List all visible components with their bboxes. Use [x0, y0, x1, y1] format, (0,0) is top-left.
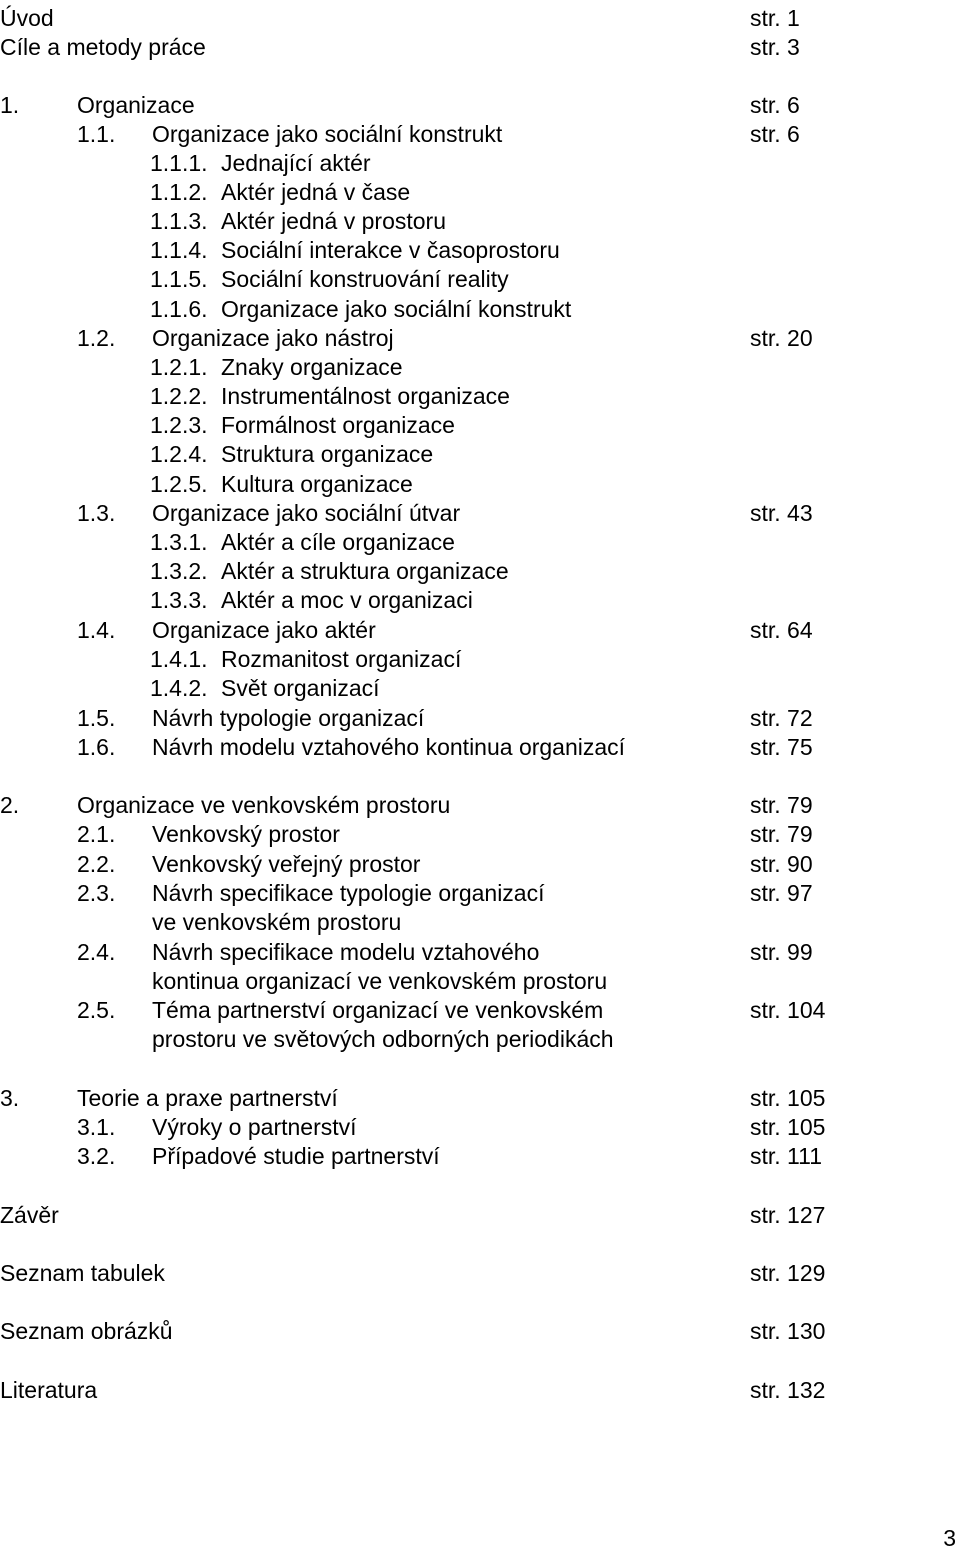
toc-entry-title: Formálnost organizace: [221, 412, 455, 438]
toc-entry-number: 1.3.1.: [150, 529, 208, 555]
toc-entry: [0, 440, 960, 469]
toc-entry: [0, 4, 960, 33]
toc-entry-title: Organizace: [77, 92, 195, 118]
toc-entry: [0, 528, 960, 557]
toc-entry-number: 1.3.2.: [150, 558, 208, 584]
toc-entry-title: kontinua organizací ve venkovském prostoru: [152, 968, 608, 994]
toc-entry-number: 1.2.4.: [150, 441, 208, 467]
toc-entry-number: 1.6.: [77, 734, 116, 760]
toc-entry-page: str. 75: [750, 734, 813, 760]
toc-entry-number: 2.5.: [77, 997, 116, 1023]
toc-entry: [0, 1113, 960, 1142]
toc-entry-number: 1.5.: [77, 705, 116, 731]
toc-entry-title: Jednající aktér: [221, 150, 371, 176]
toc-entry: [0, 1376, 960, 1405]
toc-entry: [0, 207, 960, 236]
toc-entry: [0, 733, 960, 762]
toc-entry: [0, 120, 960, 149]
toc-entry: [0, 674, 960, 703]
toc-entry-title: Organizace jako nástroj: [152, 325, 394, 351]
toc-entry-number: 1.1.1.: [150, 150, 208, 176]
toc-entry-number: 1.3.3.: [150, 587, 208, 613]
toc-entry: [0, 879, 960, 908]
toc-entry-number: 1.1.2.: [150, 179, 208, 205]
toc-entry-title: Téma partnerství organizací ve venkovském: [152, 997, 604, 1023]
toc-entry-page: str. 104: [750, 997, 826, 1023]
toc-entry-number: 3.1.: [77, 1114, 116, 1140]
toc-entry-title: Případové studie partnerství: [152, 1143, 440, 1169]
toc-entry-page: str. 90: [750, 851, 813, 877]
toc-entry: [0, 908, 960, 937]
toc-entry: [0, 1259, 960, 1288]
toc-entry-page: str. 1: [750, 5, 800, 31]
toc-entry-title: Organizace ve venkovském prostoru: [77, 792, 451, 818]
toc-entry: [0, 616, 960, 645]
toc-entry: [0, 33, 960, 62]
toc-entry-page: str. 127: [750, 1202, 826, 1228]
toc-entry-number: 1.4.: [77, 617, 116, 643]
toc-entry-page: str. 130: [750, 1318, 826, 1344]
toc-entry-number: 2.3.: [77, 880, 116, 906]
toc-entry-number: 1.2.: [77, 325, 116, 351]
toc-entry-number: 1.2.3.: [150, 412, 208, 438]
toc-entry-number: 2.1.: [77, 821, 116, 847]
toc-entry-page: str. 6: [750, 92, 800, 118]
toc-entry-title: Aktér jedná v čase: [221, 179, 411, 205]
toc-entry: [0, 704, 960, 733]
toc-entry-number: 1.1.6.: [150, 296, 208, 322]
toc-entry-title: Kultura organizace: [221, 471, 413, 497]
toc-entry-title: Aktér a moc v organizaci: [221, 587, 473, 613]
toc-entry-page: str. 105: [750, 1085, 826, 1111]
toc-entry-title: Organizace jako sociální konstrukt: [152, 121, 503, 147]
toc-entry-title: Znaky organizace: [221, 354, 403, 380]
toc-entry-page: str. 105: [750, 1114, 826, 1140]
toc-entry-title: Návrh specifikace typologie organizací: [152, 880, 545, 906]
toc-entry-number: 3.2.: [77, 1143, 116, 1169]
toc-entry-number: 1.4.2.: [150, 675, 208, 701]
toc-entry-title: Teorie a praxe partnerství: [77, 1085, 338, 1111]
toc-entry-title: prostoru ve světových odborných periodikách: [152, 1026, 614, 1052]
toc-entry: [0, 91, 960, 120]
page-number: 3: [943, 1525, 956, 1551]
toc-entry: [0, 149, 960, 178]
toc-entry-page: str. 20: [750, 325, 813, 351]
toc-entry-title: Instrumentálnost organizace: [221, 383, 510, 409]
toc-entry-number: 1.1.: [77, 121, 116, 147]
toc-entry-page: str. 72: [750, 705, 813, 731]
toc-entry-number: 3.: [0, 1085, 20, 1111]
toc-entry: [0, 236, 960, 265]
toc-entry-number: 1.3.: [77, 500, 116, 526]
toc-entry: [0, 967, 960, 996]
toc-entry: [0, 295, 960, 324]
toc-entry: [0, 499, 960, 528]
toc-entry-title: Aktér a cíle organizace: [221, 529, 455, 555]
toc-entry-page: str. 79: [750, 821, 813, 847]
toc-entry: [0, 1025, 960, 1054]
toc-entry-title: ve venkovském prostoru: [152, 909, 402, 935]
toc-entry-number: 1.: [0, 92, 20, 118]
toc-entry: [0, 265, 960, 294]
toc-entry-number: 2.4.: [77, 939, 116, 965]
toc-entry: [0, 791, 960, 820]
toc-entry-title: Venkovský prostor: [152, 821, 340, 847]
toc-entry-page: str. 97: [750, 880, 813, 906]
toc-entry: [0, 645, 960, 674]
toc-entry: [0, 1317, 960, 1346]
toc-entry-title: Seznam obrázků: [0, 1318, 173, 1344]
toc-entry: [0, 996, 960, 1025]
toc-entry-number: 1.4.1.: [150, 646, 208, 672]
toc-entry-title: Venkovský veřejný prostor: [152, 851, 421, 877]
toc-entry-title: Aktér a struktura organizace: [221, 558, 509, 584]
toc-entry-page: str. 111: [750, 1143, 823, 1169]
toc-entry: [0, 1201, 960, 1230]
toc-entry-page: str. 43: [750, 500, 813, 526]
toc-entry-number: 1.2.1.: [150, 354, 208, 380]
toc-entry-title: Závěr: [0, 1202, 59, 1228]
toc-entry: [0, 411, 960, 440]
toc-entry: [0, 938, 960, 967]
toc-entry-title: Výroky o partnerství: [152, 1114, 357, 1140]
toc-entry: [0, 470, 960, 499]
toc-entry-number: 2.2.: [77, 851, 116, 877]
toc-entry: [0, 1084, 960, 1113]
toc-entry-title: Návrh modelu vztahového kontinua organizací: [152, 734, 626, 760]
toc-entry-title: Úvod: [0, 5, 54, 31]
toc-entry-number: 1.1.5.: [150, 266, 208, 292]
toc-entry: [0, 586, 960, 615]
toc-entry-title: Sociální konstruování reality: [221, 266, 509, 292]
toc-entry: [0, 1142, 960, 1171]
toc-entry: [0, 178, 960, 207]
toc-entry-title: Sociální interakce v časoprostoru: [221, 237, 560, 263]
toc-entry-title: Organizace jako aktér: [152, 617, 376, 643]
toc-entry-number: 1.1.4.: [150, 237, 208, 263]
toc-entry-page: str. 3: [750, 34, 800, 60]
toc-entry-title: Aktér jedná v prostoru: [221, 208, 447, 234]
toc-entry-title: Návrh specifikace modelu vztahového: [152, 939, 540, 965]
toc-entry: [0, 353, 960, 382]
toc-entry-title: Organizace jako sociální útvar: [152, 500, 461, 526]
toc-entry-number: 1.2.2.: [150, 383, 208, 409]
toc-entry: [0, 382, 960, 411]
toc-entry-title: Svět organizací: [221, 675, 380, 701]
toc-entry: [0, 820, 960, 849]
toc-entry-title: Struktura organizace: [221, 441, 434, 467]
toc-entry-number: 2.: [0, 792, 20, 818]
toc-entry-title: Seznam tabulek: [0, 1260, 165, 1286]
toc-entry: [0, 324, 960, 353]
toc-entry-title: Rozmanitost organizací: [221, 646, 462, 672]
toc-entry-page: str. 6: [750, 121, 800, 147]
toc-entry-title: Návrh typologie organizací: [152, 705, 425, 731]
toc-entry-page: str. 99: [750, 939, 813, 965]
toc-entry-title: Cíle a metody práce: [0, 34, 206, 60]
toc-entry-title: Organizace jako sociální konstrukt: [221, 296, 572, 322]
toc-entry-title: Literatura: [0, 1377, 98, 1403]
toc-entry: [0, 850, 960, 879]
toc-entry-page: str. 132: [750, 1377, 826, 1403]
toc-entry: [0, 557, 960, 586]
toc-entry-number: 1.1.3.: [150, 208, 208, 234]
toc-entry-page: str. 129: [750, 1260, 826, 1286]
toc-entry-number: 1.2.5.: [150, 471, 208, 497]
toc-entry-page: str. 79: [750, 792, 813, 818]
toc-entry-page: str. 64: [750, 617, 813, 643]
